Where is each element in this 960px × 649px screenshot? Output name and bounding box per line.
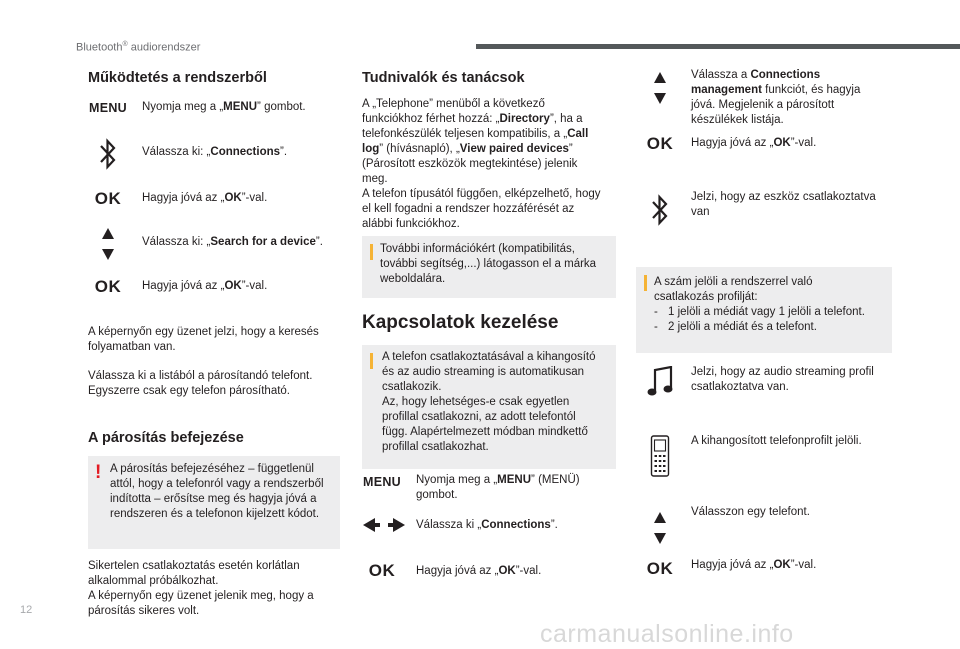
paragraph-select-phone: Válassza ki a listából a párosítandó telefont. Egyszerre csak egy telefon párosítható. — [88, 370, 313, 397]
section-heading-connections: Kapcsolatok kezelése — [362, 312, 559, 333]
step-text: Hagyja jóvá az „OK”-val. — [416, 565, 542, 577]
step-ok — [84, 184, 344, 214]
ok-icon: OK — [646, 558, 674, 578]
step-text: Hagyja jóvá az „OK”-val. — [691, 137, 817, 149]
step-text: Jelzi, hogy az audio streaming profil csatlakoztatva van. — [691, 366, 874, 393]
step-menu — [358, 472, 618, 504]
section-heading-tips: Tudnivalók és tanácsok — [362, 70, 525, 86]
profile-list — [654, 305, 865, 335]
ok-icon: OK — [368, 560, 396, 580]
up-down-arrows-icon — [636, 510, 684, 546]
list-item: - 2 jelöli a médiát és a telefont. — [654, 320, 817, 333]
music-note-icon — [636, 364, 684, 400]
paragraph-retry: Sikertelen csatlakoztatás esetén korlátlan alkalommal próbálkozhat. A képernyőn egy üzenet jelenik meg, hogy a párosítás sikeres volt. — [88, 560, 314, 617]
step-ok — [84, 272, 344, 302]
step-connections — [358, 514, 618, 538]
step-device-connected — [636, 190, 896, 230]
step-text: Nyomja meg a „MENU” gombot. — [142, 101, 306, 113]
watermark: carmanualsonline.info — [540, 620, 794, 648]
step-text: Hagyja jóvá az „OK”-val. — [142, 280, 268, 292]
step-ok — [358, 558, 618, 586]
warning-icon: ! — [95, 462, 102, 483]
section-heading-pairing-finish: A párosítás befejezése — [88, 430, 244, 446]
list-item: - 1 jelöli a médiát vagy 1 jelöli a telefont. — [654, 305, 865, 318]
running-header — [76, 40, 200, 55]
info-bar — [370, 244, 373, 260]
ok-icon: OK — [94, 276, 122, 296]
info-text: A telefon csatlakoztatásával a kihangosító és az audio streaming is automatikusan csatlakozik. Az, hogy lehetséges-e csak egyetlen profillal csatlakozni, az adott telefontól függ. Alapértelmezett módban mindkettő profillal csatlakozhat. — [382, 351, 596, 453]
menu-icon: MENU — [362, 474, 401, 489]
warning-box — [88, 456, 340, 549]
step-search — [84, 226, 344, 262]
info-box-profile — [636, 267, 892, 353]
step-connections-management — [636, 68, 896, 124]
info-text: A szám jelöli a rendszerrel való csatlakozás profilját: - 1 jelöli a médiát vagy 1 jelöli a telefont. - 2 jelöli a médiát és a telefont. — [654, 276, 865, 333]
step-text: Válassza ki: „Connections”. — [142, 146, 288, 158]
up-down-arrows-icon — [636, 70, 684, 106]
phone-icon — [636, 434, 684, 478]
up-down-arrows-icon — [84, 226, 132, 262]
registered-mark: ® — [122, 41, 128, 48]
step-text: Válassza ki: „Search for a device”. — [142, 236, 323, 248]
step-text: Válassza ki „Connections”. — [416, 519, 558, 531]
step-select-phone — [636, 504, 896, 544]
step-text: Hagyja jóvá az „OK”-val. — [142, 192, 268, 204]
section-heading-operation: Működtetés a rendszerből — [88, 70, 267, 86]
info-bar — [370, 353, 373, 369]
info-box-compatibility — [362, 236, 616, 298]
bluetooth-icon — [84, 136, 132, 172]
paragraph-searching: A képernyőn egy üzenet jelzi, hogy a keresés folyamatban van. — [88, 326, 319, 353]
header-title: audiorendszer — [130, 41, 201, 54]
page-number: 12 — [20, 604, 33, 616]
menu-icon: MENU — [88, 100, 127, 115]
paragraph-telephone-menu: A „Telephone” menüből a következő funkciókhoz férhet hozzá: „Directory”, ha a telefonkészülék teljesen kompatibilis, a „Call log” (hívásnapló), „View paired devices” (Párosított eszközök megtekintése) jelenik meg. A telefon típusától függően, elképzelhető, hogy el kell fogadni a rendszer hozzáférését az alábbi funkciókhoz. — [362, 98, 601, 230]
step-text: A kihangosított telefonprofilt jelöli. — [691, 435, 862, 447]
step-handsfree — [636, 434, 896, 478]
header-bar — [476, 44, 960, 49]
ok-icon: OK — [646, 133, 674, 153]
step-text: Válassza a Connections management funkciót, és hagyja jóvá. Megjelenik a párosított készülékek listája. — [691, 69, 861, 126]
info-box-connection — [362, 345, 616, 469]
info-text: További információkért (kompatibilitás, további segítség,...) látogasson el a márka weboldalára. — [380, 243, 597, 285]
step-connections — [84, 136, 344, 172]
step-ok — [636, 131, 896, 159]
header-brand: Bluetooth — [76, 41, 123, 54]
step-menu — [84, 96, 344, 126]
step-text: Jelzi, hogy az eszköz csatlakoztatva van — [691, 191, 876, 218]
bluetooth-icon — [636, 192, 684, 228]
step-ok — [636, 556, 896, 584]
left-right-arrows-icon — [360, 514, 408, 536]
step-text: Válasszon egy telefont. — [691, 506, 810, 518]
ok-icon: OK — [94, 188, 122, 208]
warning-text: A párosítás befejezéséhez – függetlenül attól, hogy a telefonról vagy a rendszerből indította – erősítse meg és hagyja jóvá a rendszeren és a telefonon kijelzett kódot. — [110, 463, 324, 520]
info-bar — [644, 275, 647, 291]
step-audio-streaming — [636, 364, 896, 404]
step-text: Hagyja jóvá az „OK”-val. — [691, 559, 817, 571]
step-text: Nyomja meg a „MENU” (MENÜ) gombot. — [416, 474, 580, 501]
